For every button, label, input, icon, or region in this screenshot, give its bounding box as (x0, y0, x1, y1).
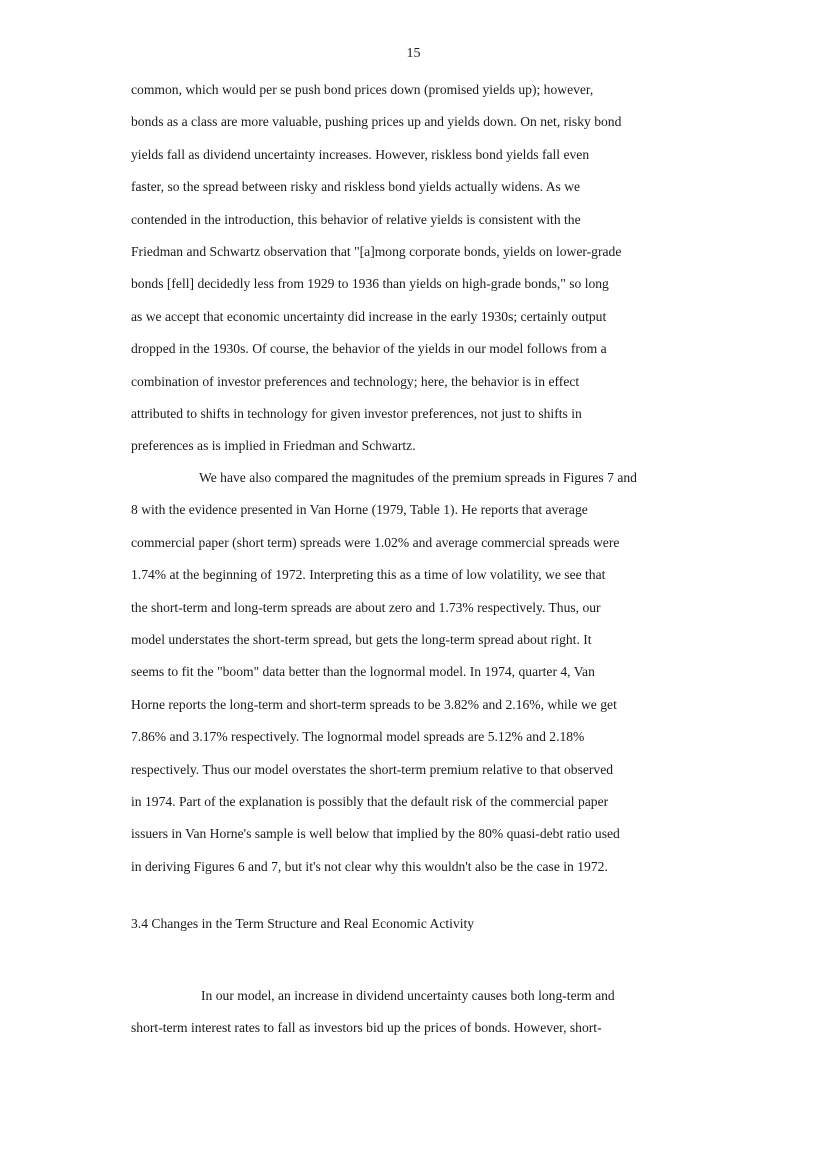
text-line: 1.74% at the beginning of 1972. Interpreting this as a time of low volatility, we see that (131, 567, 606, 583)
text-line: in 1974. Part of the explanation is possibly that the default risk of the commercial paper (131, 793, 609, 809)
text-line: dropped in the 1930s. Of course, the behavior of the yields in our model follows from a (131, 341, 607, 357)
text-line: as we accept that economic uncertainty did increase in the early 1930s; certainly output (131, 308, 607, 324)
text-line: the short-term and long-term spreads are about zero and 1.73% respectively. Thus, our (131, 599, 601, 615)
text-line: preferences as is implied in Friedman and Schwartz. (131, 438, 416, 454)
page-number: 15 (406, 46, 421, 61)
text-line: combination of investor preferences and technology; here, the behavior is in effect (131, 373, 580, 389)
text-line: in deriving Figures 6 and 7, but it's not clear why this wouldn't also be the case in 1972. (131, 858, 608, 874)
text-line: attributed to shifts in technology for given investor preferences, not just to shifts in (131, 405, 582, 421)
text-line: faster, so the spread between risky and riskless bond yields actually widens. As we (131, 179, 581, 195)
text-line: respectively. Thus our model overstates the short-term premium relative to that observed (131, 761, 614, 777)
section-heading: 3.4 Changes in the Term Structure and Real Economic Activity (131, 916, 475, 931)
text-line: yields fall as dividend uncertainty increases. However, riskless bond yields fall even (131, 146, 590, 162)
text-line: 7.86% and 3.17% respectively. The lognormal model spreads are 5.12% and 2.18% (131, 729, 585, 745)
text-line: In our model, an increase in dividend uncertainty causes both long-term and (201, 988, 615, 1003)
text-line: Horne reports the long-term and short-term spreads to be 3.82% and 2.16%, while we get (131, 696, 617, 712)
text-line: short-term interest rates to fall as investors bid up the prices of bonds. However, short- (131, 1020, 602, 1036)
text-line: We have also compared the magnitudes of the premium spreads in Figures 7 and (199, 470, 637, 485)
text-line: commercial paper (short term) spreads were 1.02% and average commercial spreads were (131, 534, 620, 550)
paragraph-1 (131, 74, 741, 463)
text-line: common, which would per se push bond prices down (promised yields up); however, (131, 82, 594, 97)
text-line: model understates the short-term spread, but gets the long-term spread about right. It (131, 631, 592, 647)
text-line: bonds as a class are more valuable, pushing prices up and yields down. On net, risky bond (131, 114, 622, 130)
text-line: Friedman and Schwartz observation that "[a]mong corporate bonds, yields on lower-grade (131, 243, 622, 259)
text-line: seems to fit the "boom" data better than the lognormal model. In 1974, quarter 4, Van (131, 664, 595, 680)
text-line: bonds [fell] decidedly less from 1929 to 1936 than yields on high-grade bonds," so long (131, 276, 609, 292)
text-line: contended in the introduction, this behavior of relative yields is consistent with the (131, 211, 581, 227)
paragraph-3 (131, 980, 741, 1045)
text-line: 8 with the evidence presented in Van Horne (1979, Table 1). He reports that average (131, 502, 588, 518)
paragraph-2 (131, 462, 741, 883)
text-line: issuers in Van Horne's sample is well below that implied by the 80% quasi-debt ratio used (131, 826, 620, 842)
